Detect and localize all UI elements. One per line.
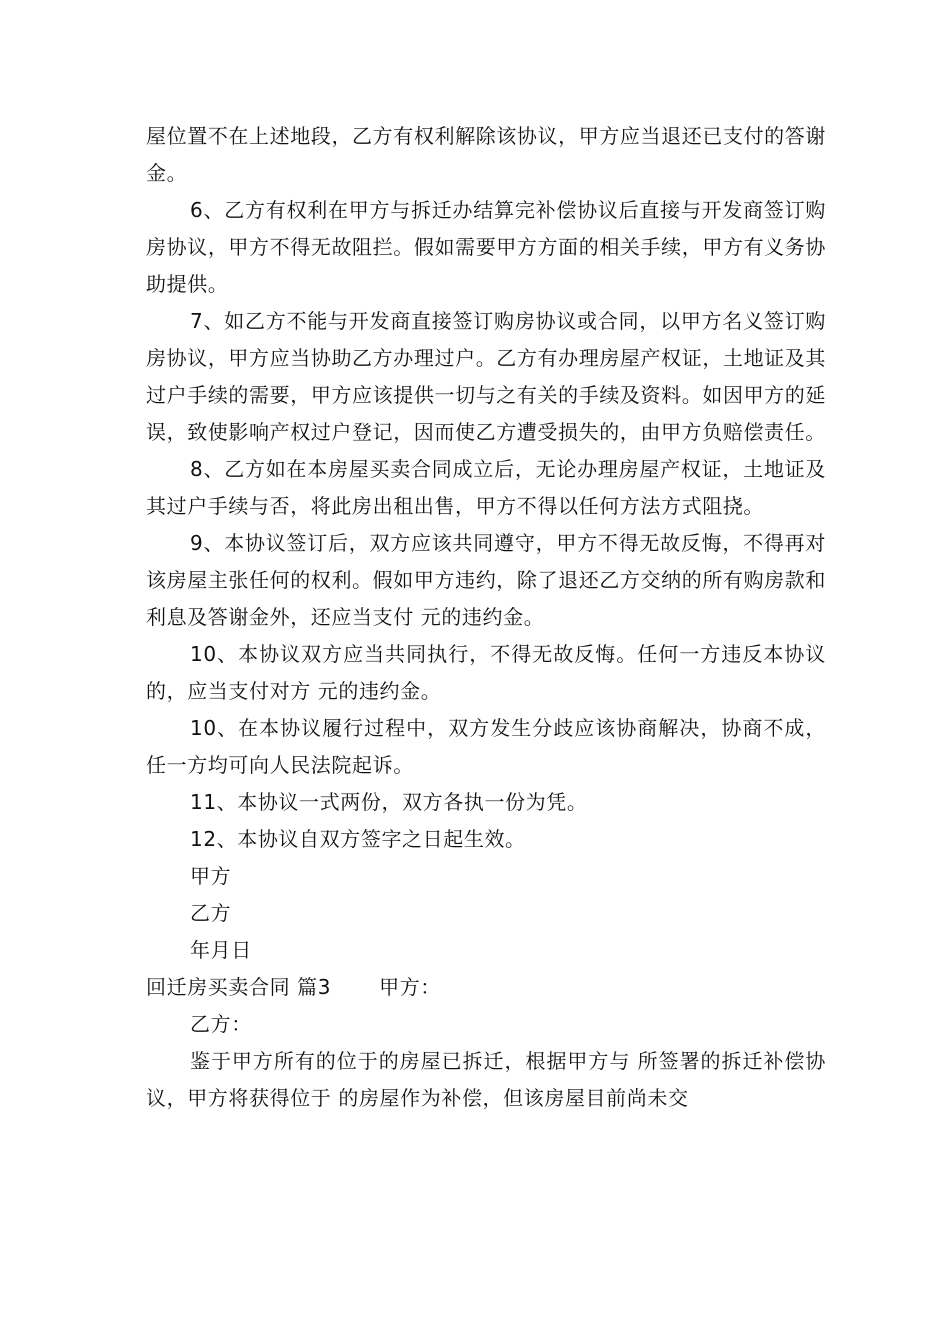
signature-date: 年月日: [190, 938, 252, 962]
clause-10-dispute: 10、在本协议履行过程中，双方发生分歧应该协商解决，协商不成，任一方均可向人民法院起诉。: [146, 716, 826, 777]
section-3-title: 回迁房买卖合同 篇3: [146, 975, 332, 999]
section-3-party-b: 乙方：: [190, 1012, 252, 1036]
signature-party-a: 甲方: [190, 864, 232, 888]
clause-12: 12、本协议自双方签字之日起生效。: [190, 827, 526, 851]
paragraph-continuation: 屋位置不在上述地段，乙方有权利解除该协议，甲方应当退还已支付的答谢金。: [146, 124, 826, 185]
clause-9: 9、本协议签订后，双方应该共同遵守，甲方不得无故反悔，不得再对该房屋主张任何的权利。假如甲方违约，除了退还乙方交纳的所有购房款和利息及答谢金外，还应当支付 元的违约金。: [146, 531, 826, 629]
section-3-intro: 鉴于甲方所有的位于的房屋已拆迁，根据甲方与 所签署的拆迁补偿协议，甲方将获得位于 的房屋作为补偿，但该房屋目前尚未交: [146, 1049, 826, 1110]
clause-11: 11、本协议一式两份，双方各执一份为凭。: [190, 790, 588, 814]
document-body: [146, 118, 826, 1117]
clause-7: 7、如乙方不能与开发商直接签订购房协议或合同，以甲方名义签订购房协议，甲方应当协助乙方办理过户。乙方有办理房屋产权证，土地证及其过户手续的需要，甲方应该提供一切与之有关的手续及资料。如因甲方的延误，致使影响产权过户登记，因而使乙方遭受损失的，由甲方负赔偿责任。: [146, 309, 826, 444]
section-3-party-a: 甲方：: [379, 975, 441, 999]
clause-6: 6、乙方有权利在甲方与拆迁办结算完补偿协议后直接与开发商签订购房协议，甲方不得无故阻拦。假如需要甲方方面的相关手续，甲方有义务协助提供。: [146, 198, 826, 296]
signature-party-b: 乙方: [190, 901, 232, 925]
section-3-heading-line: [146, 969, 826, 1006]
clause-8: 8、乙方如在本房屋买卖合同成立后，无论办理房屋产权证，土地证及其过户手续与否，将此房出租出售，甲方不得以任何方法方式阻挠。: [146, 457, 826, 518]
clause-10-execution: 10、本协议双方应当共同执行，不得无故反悔。任何一方违反本协议的，应当支付对方 元的违约金。: [146, 642, 826, 703]
